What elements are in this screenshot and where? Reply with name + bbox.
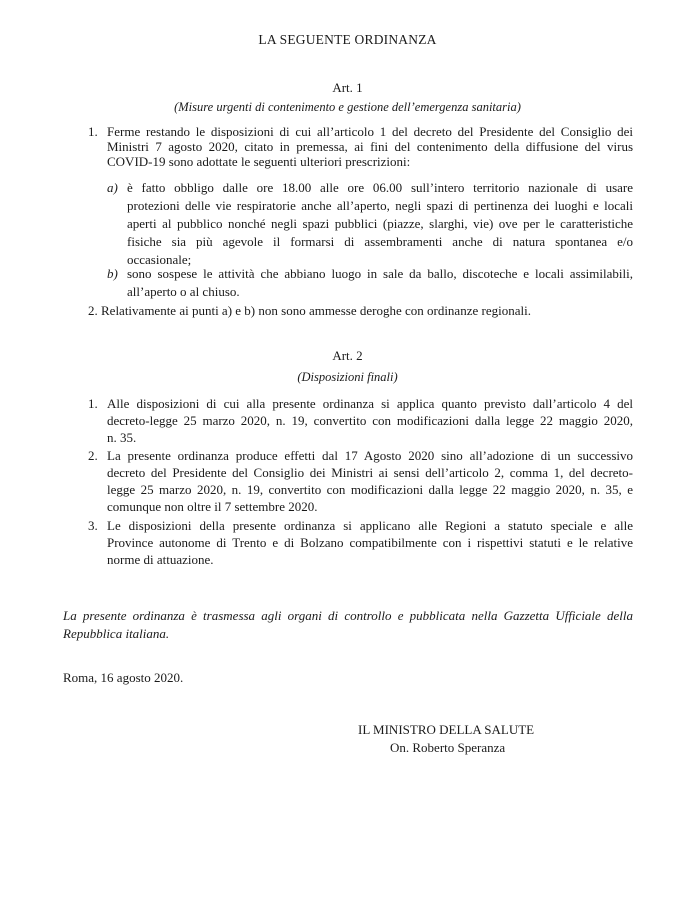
art1-item2-number: 2. (88, 303, 98, 318)
art2-item3-number: 3. (88, 518, 98, 533)
text-line: Alle disposizioni di cui alla presente ordinanza si applica quanto previsto dall’articolo 4 del (107, 396, 633, 411)
art1-sub-a-marker: a) (107, 180, 118, 195)
art2-item2-number: 2. (88, 448, 98, 463)
text-line: La presente ordinanza produce effetti dal 17 Agosto 2020 sino all’adozione di un successivo (107, 448, 633, 463)
article-2-subtitle: (Disposizioni finali) (297, 370, 398, 384)
text-line: norme di attuazione. (107, 552, 214, 567)
art1-sub-a-text (127, 180, 633, 267)
text-line: è fatto obbligo dalle ore 18.00 alle ore 06.00 sull’intero territorio nazionale di usare (127, 180, 633, 195)
signature-title: IL MINISTRO DELLA SALUTE (358, 722, 535, 737)
text-line: protezioni delle vie respiratorie anche all’aperto, negli spazi di pertinenza dei luoghi e locali (127, 198, 633, 213)
text-line: La presente ordinanza è trasmessa agli organi di controllo e pubblicata nella Gazzetta Ufficiale della (63, 608, 633, 623)
text-line: decreto-legge 25 marzo 2020, n. 19, convertito con modificazioni dalla legge 22 maggio 2020, (107, 413, 633, 428)
article-1-title: Art. 1 (332, 80, 363, 95)
art1-item2 (88, 303, 531, 318)
text-line: comunque non oltre il 7 settembre 2020. (107, 499, 318, 514)
art1-item2-text: Relativamente ai punti a) e b) non sono ammesse deroghe con ordinanze regionali. (101, 303, 531, 318)
article-1-subtitle: (Misure urgenti di contenimento e gestione dell’emergenza sanitaria) (174, 100, 521, 114)
art1-item1-text (107, 124, 633, 169)
text-line: sono sospese le attività che abbiano luogo in sale da ballo, discoteche e locali assimilabili, (127, 266, 633, 281)
place-date: Roma, 16 agosto 2020. (63, 670, 184, 685)
closing-statement (63, 608, 633, 641)
art2-item1-number: 1. (88, 396, 98, 411)
text-line: COVID-19 sono adottate le seguenti ulteriori prescrizioni: (107, 154, 411, 169)
art2-item1-text (107, 396, 633, 445)
text-line: Le disposizioni della presente ordinanza si applicano alle Regioni a statuto speciale e alle (107, 518, 633, 533)
text-line: aperti al pubblico nonché negli spazi pubblici (piazze, slarghi, vie) ove per le caratteristiche (127, 216, 633, 231)
text-line: n. 35. (107, 430, 137, 445)
text-line: decreto del Presidente del Consiglio dei Ministri ai sensi dell’articolo 2, comma 1, del decreto- (107, 465, 633, 480)
art1-sub-b-text (127, 266, 633, 299)
article-2-title: Art. 2 (332, 348, 363, 363)
text-line: Repubblica italiana. (63, 626, 170, 641)
ordinance-heading: LA SEGUENTE ORDINANZA (258, 32, 437, 47)
art1-sub-b-marker: b) (107, 266, 118, 281)
art1-item1-number: 1. (88, 124, 98, 139)
text-line: Province autonome di Trento e di Bolzano compatibilmente con i rispettivi statuti e le relative (107, 535, 633, 550)
text-line: legge 25 marzo 2020, n. 19, convertito con modificazioni dalla legge 22 maggio 2020, n. 35, e (107, 482, 633, 497)
text-line: fisiche sia più agevole il formarsi di assembramenti anche di natura spontanea e/o (127, 234, 633, 249)
text-line: Ferme restando le disposizioni di cui all’articolo 1 del decreto del Presidente del Consiglio dei (107, 124, 633, 139)
signature-name: On. Roberto Speranza (390, 740, 506, 755)
text-line: Ministri 7 agosto 2020, citato in premessa, ai fini del contenimento della diffusione del virus (107, 139, 633, 154)
text-line: occasionale; (127, 252, 192, 267)
art2-item2-text (107, 448, 633, 514)
text-line: all’aperto o al chiuso. (127, 284, 240, 299)
art2-item3-text (107, 518, 633, 567)
